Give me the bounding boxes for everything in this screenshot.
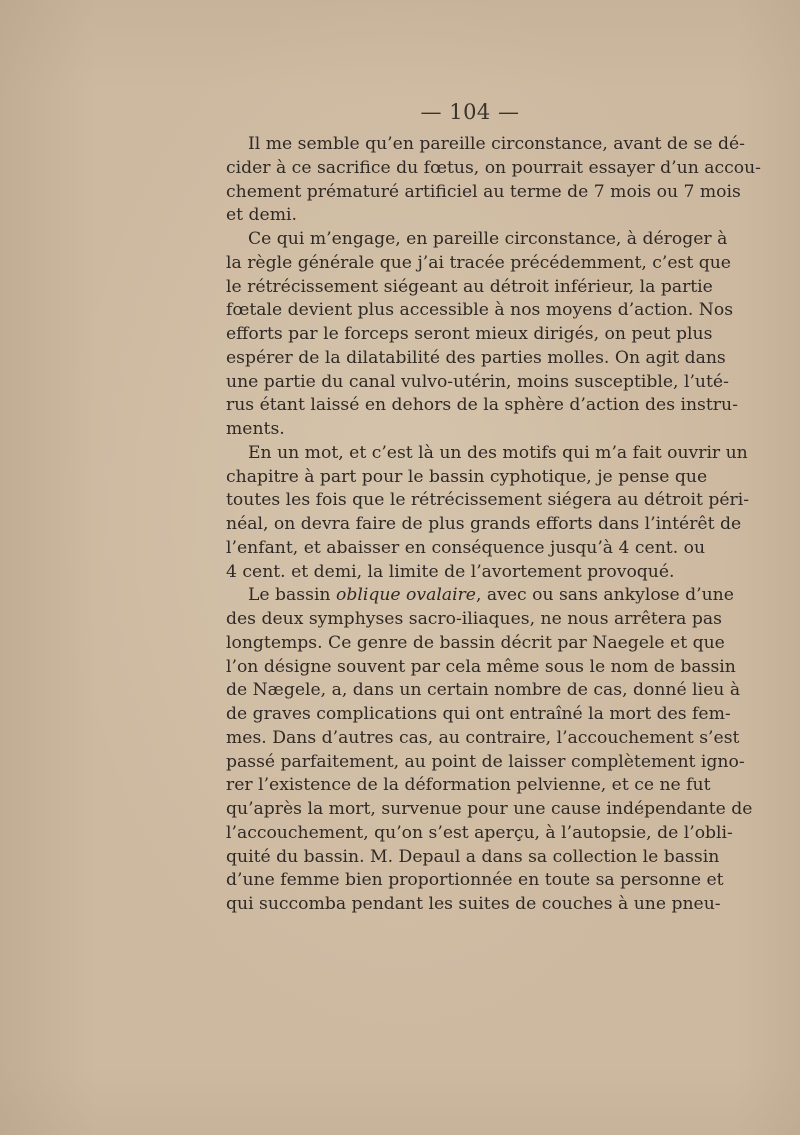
text-line: longtemps. Ce genre de bassin décrit par Naegele et que — [226, 632, 725, 653]
text-line: qui succomba pendant les suites de couches à une pneu- — [226, 894, 721, 914]
text-line: fœtale devient plus accessible à nos moyens d’action. Nos — [226, 300, 734, 321]
text-line: mes. Dans d’autres cas, au contraire, l’accouchement s’est — [226, 727, 740, 748]
text-line: l’accouchement, qu’on s’est aperçu, à l’autopsie, de l’obli- — [226, 822, 733, 843]
text-line: chement prématuré artificiel au terme de 7 mois ou 7 mois — [226, 181, 741, 202]
text-line: efforts par le forceps seront mieux dirigés, on peut plus — [226, 324, 713, 344]
text-line: Il me semble qu’en pareille circonstance, avant de se dé- — [248, 134, 745, 154]
text-line: ments. — [226, 419, 285, 439]
text-line: quité du bassin. M. Depaul a dans sa collection le bassin — [226, 846, 720, 867]
text-line: de Nægele, a, dans un certain nombre de cas, donné lieu à — [226, 680, 741, 701]
text-line: d’une femme bien proportionnée en toute sa personne et — [226, 870, 724, 891]
text-line: et demi. — [226, 205, 297, 226]
text-line: une partie du canal vulvo-utérin, moins susceptible, l’uté- — [226, 371, 729, 392]
text-line-with-italic — [226, 584, 734, 608]
text-line: cider à ce sacrifice du fœtus, on pourrait essayer d’un accou- — [226, 157, 761, 178]
text-line: des deux symphyses sacro-iliaques, ne nous arrêtera pas — [226, 609, 722, 629]
text-line: le rétrécissement siégeant au détroit inférieur, la partie — [226, 276, 713, 297]
text-line: chapitre à part pour le bassin cyphotique, je pense que — [226, 466, 708, 487]
page-number: — 104 — — [420, 100, 520, 124]
text-line: la règle générale que j’ai tracée précédemment, c’est que — [226, 252, 731, 273]
text-line: En un mot, et c’est là un des motifs qui m’a fait ouvrir un — [248, 442, 748, 463]
text-line: passé parfaitement, au point de laisser complètement igno- — [226, 751, 745, 772]
text-line: l’on désigne souvent par cela même sous le nom de bassin — [226, 656, 736, 677]
text-line: espérer de la dilatabilité des parties molles. On agit dans — [226, 347, 726, 368]
text-line: Ce qui m’engage, en pareille circonstance, à déroger à — [248, 229, 728, 249]
text-fragment: Le bassin — [248, 585, 336, 606]
text-line: néal, on devra faire de plus grands efforts dans l’intérêt de — [226, 514, 742, 534]
text-line: rus étant laissé en dehors de la sphère d’action des instru- — [226, 395, 738, 416]
text-line: rer l’existence de la déformation pelvienne, et ce ne fut — [226, 775, 711, 796]
italic-term: oblique ovalaire — [335, 585, 476, 606]
body-text — [226, 133, 761, 917]
text-line: qu’après la mort, survenue pour une cause indépendante de — [226, 799, 753, 819]
text-line: 4 cent. et demi, la limite de l’avortement provoqué. — [226, 561, 675, 582]
text-line: l’enfant, et abaisser en conséquence jusqu’à 4 cent. ou — [226, 537, 706, 558]
text-line: toutes les fois que le rétrécissement siégera au détroit péri- — [226, 490, 750, 511]
text-line: de graves complications qui ont entraîné la mort des fem- — [226, 704, 731, 724]
text-fragment: , avec ou sans ankylose d’une — [475, 585, 734, 606]
